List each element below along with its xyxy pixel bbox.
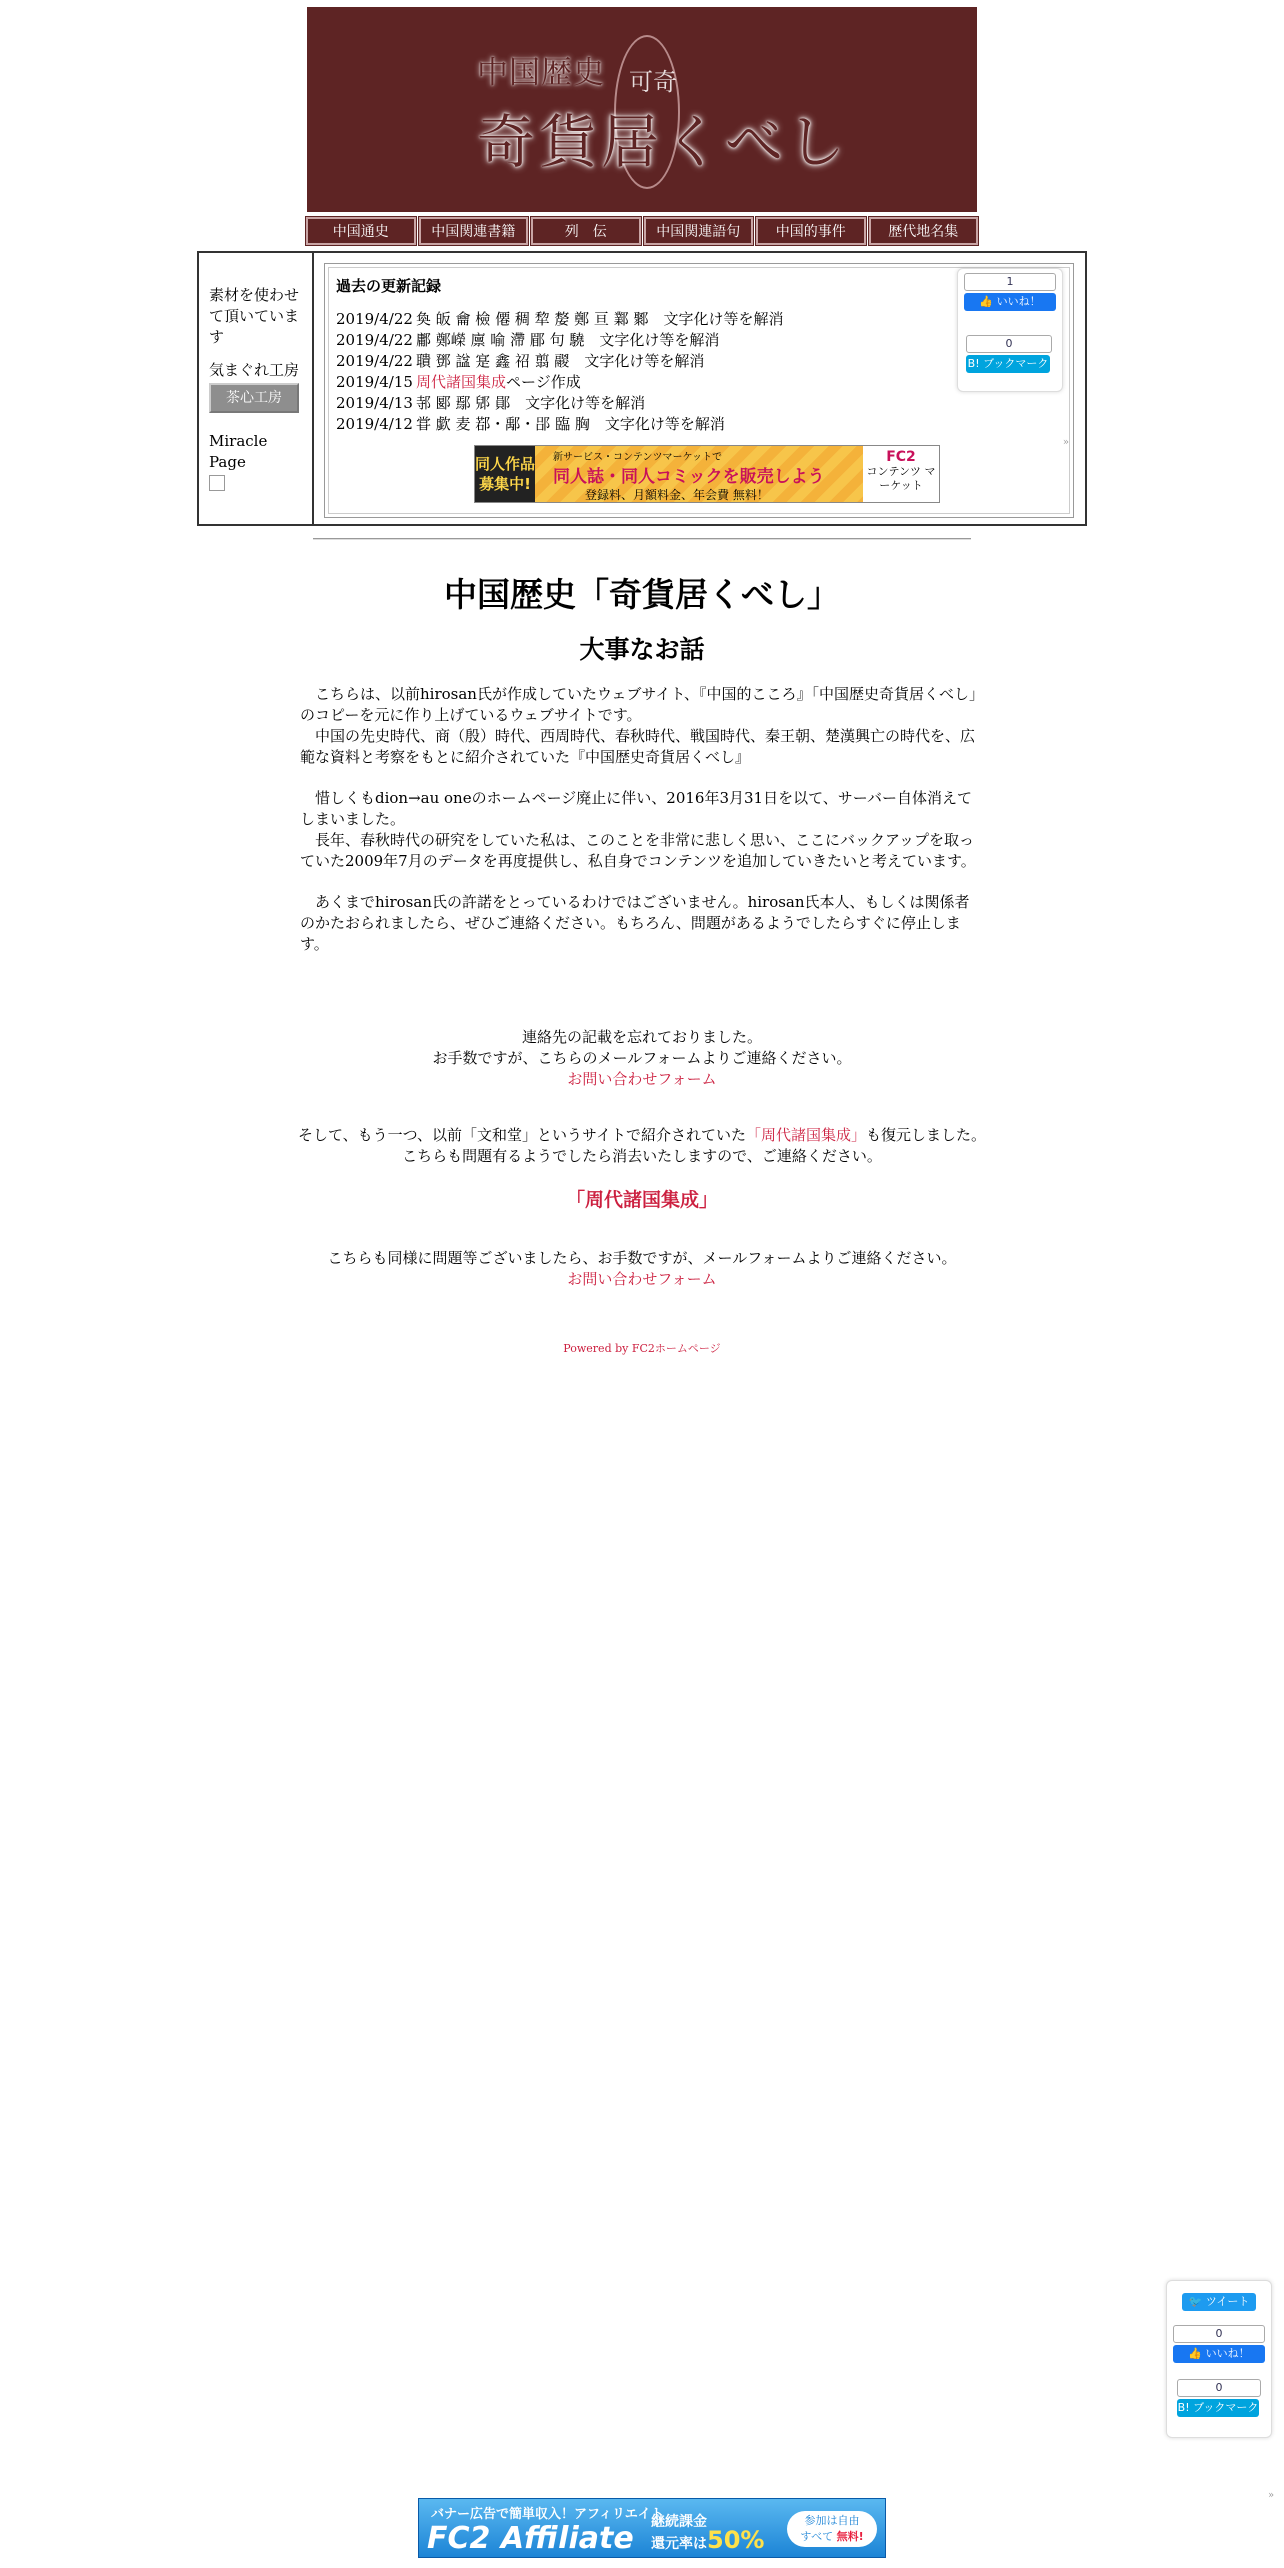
nav-books[interactable]: 中国関連書籍 xyxy=(419,217,529,245)
update-text: 甞 歔 麦 鄀・鄅・郘 臨 胸 文字化け等を解消 xyxy=(416,415,725,433)
social-card-floating xyxy=(1166,2280,1272,2438)
shudai-big-link[interactable]: 「周代諸国集成」 xyxy=(565,1189,718,1211)
bunwa-text-b: も復元しました。 xyxy=(866,1126,987,1144)
contact-line-2: お手数ですが、こちらのメールフォームよりご連絡ください。 xyxy=(432,1049,852,1067)
doujin-ad-banner[interactable] xyxy=(474,445,940,503)
affiliate-logo: FC2 Affiliate xyxy=(427,2521,634,2556)
update-row xyxy=(336,309,876,330)
update-date: 2019/4/12 xyxy=(336,415,413,433)
history-text-2: 長年、春秋時代の研究をしていた私は、このことを非常に悲しく思い、ここにバックアップを取っていた2009年7月のデータを再度提供し、私自身でコンテンツを追加していきたいと考えています。 xyxy=(300,831,976,870)
main-nav xyxy=(306,217,978,247)
section-title: 大事なお話 xyxy=(579,635,705,664)
like-count: 0 xyxy=(1173,2325,1265,2343)
update-row xyxy=(336,393,876,414)
bookmark-count: 0 xyxy=(966,335,1052,353)
like-count: 1 xyxy=(964,273,1056,291)
update-date: 2019/4/22 xyxy=(336,331,413,349)
shudai-big-link-wrap xyxy=(0,1185,1284,1212)
tweet-label: ツイート xyxy=(1205,2295,1250,2308)
ad-brand-box xyxy=(863,446,939,503)
twitter-icon: 🐦 xyxy=(1188,2295,1203,2308)
history-paragraph xyxy=(300,788,984,872)
ad-brand-text: コンテンツ マーケット xyxy=(866,465,936,492)
history-text-1: 惜しくもdion→au oneのホームページ廃止に伴い、2016年3月31日を以て、サーバー自体消えてしまいました。 xyxy=(300,789,973,828)
broken-image-icon xyxy=(209,475,225,491)
intro-text-1: こちらは、以前hirosan氏が作成していたウェブサイト、『中国的こころ』「中国歴史奇貨居くべし」のコピーを元に作り上げているウェブサイトです。 xyxy=(300,685,984,724)
facebook-like-button[interactable] xyxy=(1173,2345,1265,2363)
update-link-shudai[interactable]: 周代諸国集成 xyxy=(416,373,507,391)
nav-tsushi[interactable]: 中国通史 xyxy=(306,217,416,245)
scroll-down-icon[interactable]: » xyxy=(1268,2490,1275,2501)
update-row xyxy=(336,372,876,393)
hatena-bookmark-button[interactable]: B! ブックマーク xyxy=(1177,2399,1259,2417)
same-block xyxy=(0,1248,1284,1290)
sidebar-miracle-link[interactable]: Miracle Page xyxy=(209,432,268,471)
main-content xyxy=(300,570,984,975)
tweet-button[interactable] xyxy=(1182,2293,1256,2311)
update-row xyxy=(336,351,876,372)
updates-list[interactable] xyxy=(336,276,876,436)
nav-events[interactable]: 中国的事件 xyxy=(756,217,866,245)
updates-heading: 過去の更新記録 xyxy=(336,277,442,295)
ad-fee-text: 登録料、月額料金、年会費 無料！ xyxy=(585,488,769,502)
header-banner xyxy=(307,7,977,212)
affiliate-free-badge xyxy=(787,2511,877,2547)
site-subtitle: 中国歴史 xyxy=(477,55,605,91)
nav-places[interactable]: 歴代地名集 xyxy=(869,217,979,245)
updates-frame xyxy=(324,263,1074,518)
powered-by-link[interactable]: Powered by FC2ホームページ xyxy=(563,1342,721,1355)
affiliate-mid-2: 還元率は xyxy=(651,2536,707,2552)
update-text: 鄘 鄭嶸 廪 喻 滯 郿 句 驍 文字化け等を解消 xyxy=(416,331,720,349)
content-table xyxy=(197,251,1087,526)
affiliate-right-2: すべて xyxy=(800,2530,834,2543)
sidebar-credit: 素材を使わせて頂いています xyxy=(209,286,300,346)
thumbs-up-icon: 👍 xyxy=(1188,2347,1203,2360)
ad-small-text: 新サービス・コンテンツマーケットで xyxy=(553,452,722,463)
ad-brand: FC2 xyxy=(886,449,916,465)
affiliate-rate-block xyxy=(651,2513,764,2553)
site-title: 奇貨居くべし xyxy=(477,108,850,176)
intro-paragraph xyxy=(300,684,984,768)
scroll-down-icon[interactable]: » xyxy=(1062,437,1069,448)
seal-text: 可奇 xyxy=(629,68,677,96)
thumbs-up-icon: 👍 xyxy=(979,295,994,308)
social-card-top xyxy=(957,268,1063,392)
update-text: 聵 鄧 諡 寔 鑫 祒 翦 鬷 文字化け等を解消 xyxy=(416,352,705,370)
contact-form-link[interactable]: お問い合わせフォーム xyxy=(567,1070,717,1088)
column-divider xyxy=(312,253,314,524)
affiliate-top-text: バナー広告で簡単収入！アフィリエイト xyxy=(431,2507,664,2522)
bunwa-block xyxy=(0,1125,1284,1167)
nav-biographies[interactable]: 列 伝 xyxy=(531,217,641,245)
update-row xyxy=(336,330,876,351)
nav-terms[interactable]: 中国関連語句 xyxy=(644,217,754,245)
sidebar xyxy=(209,285,304,491)
ad-left-label: 同人作品 募集中! xyxy=(475,446,535,503)
update-text: 邿 郾 鄢 郳 鄖 文字化け等を解消 xyxy=(416,394,646,412)
bunwa-line-2: こちらも問題有るようでしたら消去いたしますので、ご連絡ください。 xyxy=(402,1147,882,1165)
update-date: 2019/4/15 xyxy=(336,373,413,391)
powered-by-wrap xyxy=(0,1340,1284,1356)
affiliate-mid-1: 継続課金 xyxy=(651,2514,707,2530)
shudai-inline-link[interactable]: 「周代諸国集成」 xyxy=(746,1126,867,1144)
contact-block xyxy=(0,1027,1284,1090)
horizontal-rule xyxy=(313,538,971,540)
contact-line-1: 連絡先の記載を忘れておりました。 xyxy=(521,1028,762,1046)
affiliate-rate: 50% xyxy=(707,2526,765,2554)
fc2-affiliate-banner[interactable] xyxy=(418,2498,886,2558)
update-date: 2019/4/22 xyxy=(336,310,413,328)
ad-main-text: 同人誌・同人コミックを販売しよう xyxy=(553,467,825,487)
update-date: 2019/4/22 xyxy=(336,352,413,370)
like-label: いいね！ xyxy=(1205,2347,1250,2360)
facebook-like-button[interactable] xyxy=(964,293,1056,311)
bunwa-text-a: そして、もう一つ、以前「文和堂」というサイトで紹介されていた xyxy=(297,1126,747,1144)
contact-form-link-2[interactable]: お問い合わせフォーム xyxy=(567,1270,717,1288)
disclaimer-paragraph: あくまでhirosan氏の許諾をとっているわけではございません。hirosan氏本人、もしくは関係者のかたおられましたら、ぜひご連絡ください。もちろん、問題があるようでしたらすぐに停止します。 xyxy=(300,893,970,953)
hatena-bookmark-button[interactable]: B! ブックマーク xyxy=(966,355,1050,373)
affiliate-right-1: 参加は自由 xyxy=(804,2514,860,2527)
update-row xyxy=(336,414,876,435)
update-date: 2019/4/13 xyxy=(336,394,413,412)
update-text: 奐 皈 龠 檢 僊 稠 犂 嫠 鄭 亘 鄴 鄹 文字化け等を解消 xyxy=(416,310,784,328)
bunwa-line-1 xyxy=(0,1125,1284,1146)
page-title: 中国歴史「奇貨居くべし」 xyxy=(444,575,840,614)
update-text: ページ作成 xyxy=(506,373,581,391)
studio-banner-button[interactable]: 茶心工房 xyxy=(209,383,299,413)
same-line: こちらも同様に問題等ございましたら、お手数ですが、メールフォームよりご連絡ください。 xyxy=(327,1249,957,1267)
intro-text-2: 中国の先史時代、商（殷）時代、西周時代、春秋時代、戦国時代、秦王朝、楚漢興亡の時代を、広範な資料と考察をもとに紹介されていた『中国歴史奇貨居くべし』 xyxy=(300,727,976,766)
bookmark-count: 0 xyxy=(1177,2379,1261,2397)
like-label: いいね！ xyxy=(996,295,1041,308)
sidebar-studio-link[interactable]: 気まぐれ工房 xyxy=(209,361,300,379)
affiliate-right-3: 無料! xyxy=(836,2530,864,2543)
